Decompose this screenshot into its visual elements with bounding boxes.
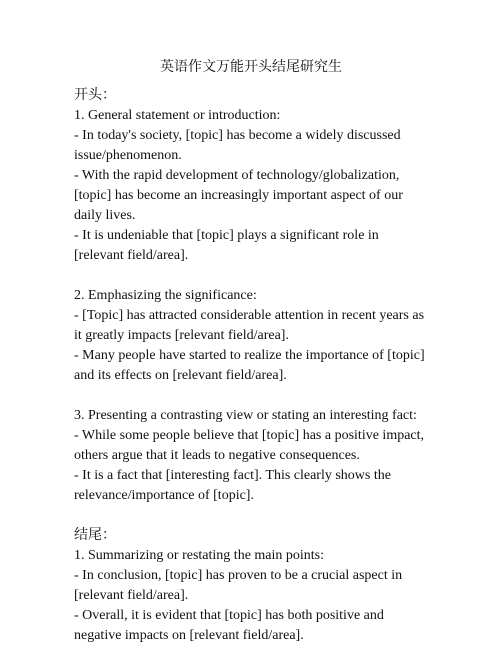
list-item: - It is undeniable that [topic] plays a significant role in [relevant field/area]. [74, 228, 379, 263]
closing-heading: 结尾： [74, 528, 116, 543]
list-item: - With the rapid development of technology/globalization, [topic] has become an increasingly important aspect of our daily lives. [74, 168, 403, 223]
list-item: - [Topic] has attracted considerable attention in recent years as it greatly impacts [relevant field/area]. [74, 308, 425, 343]
point-heading: 1. General statement or introduction: [74, 108, 281, 123]
opening-heading: 开头： [74, 88, 116, 103]
opening-point-1 [74, 106, 428, 266]
closing-point-1 [74, 546, 428, 646]
opening-point-2 [74, 286, 428, 386]
list-item: - It is a fact that [interesting fact]. This clearly shows the relevance/importance of [topic]. [74, 468, 391, 503]
opening-point-3 [74, 406, 428, 506]
point-heading: 3. Presenting a contrasting view or stating an interesting fact: [74, 408, 417, 423]
list-item: - In conclusion, [topic] has proven to be a crucial aspect in [relevant field/area]. [74, 568, 403, 603]
list-item: - While some people believe that [topic] has a positive impact, others argue that it leads to negative consequences. [74, 428, 425, 463]
document-title: 英语作文万能开头结尾研究生 [160, 60, 342, 75]
list-item: - Overall, it is evident that [topic] has both positive and negative impacts on [relevant field/area]. [74, 608, 384, 643]
point-heading: 2. Emphasizing the significance: [74, 288, 257, 303]
paragraph-gap [74, 266, 428, 286]
paragraph-gap [74, 386, 428, 406]
list-item: - Many people have started to realize the importance of [topic] and its effects on [relevant field/area]. [74, 348, 425, 383]
point-heading: 1. Summarizing or restating the main points: [74, 548, 325, 563]
paragraph-gap [74, 506, 428, 526]
list-item: - In today's society, [topic] has become a widely discussed issue/phenomenon. [74, 128, 401, 163]
